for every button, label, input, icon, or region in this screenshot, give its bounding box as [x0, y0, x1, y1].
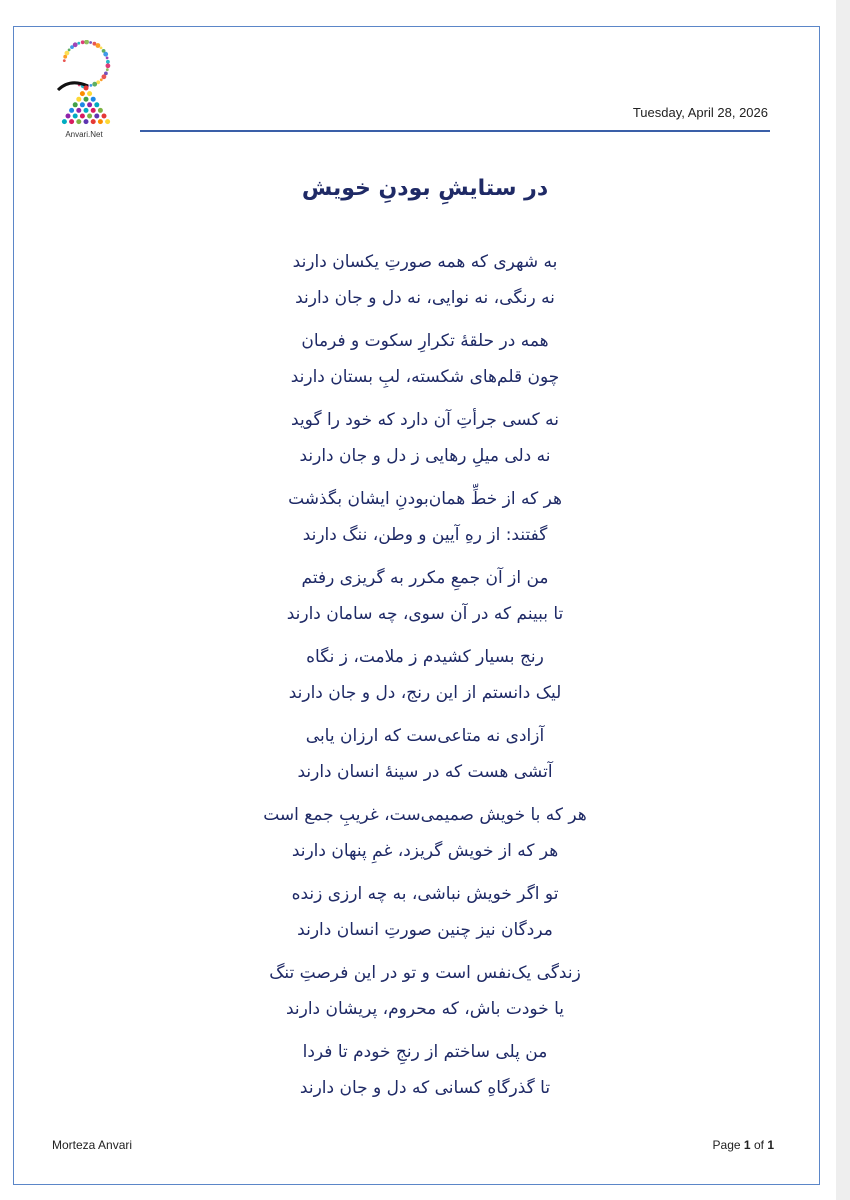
- verse-line: آزادی نه متاعی‌ست که ارزان یابی: [305, 726, 545, 746]
- anvari-logo-icon: [48, 40, 120, 130]
- poem-title: در ستایشِ بودنِ خویش: [301, 176, 549, 201]
- logo-caption: Anvari.Net: [65, 130, 103, 139]
- footer-author: Morteza Anvari: [52, 1138, 133, 1152]
- stanza: [150, 244, 700, 323]
- verse-line: یا خودت باش، که محروم، پریشان دارند: [285, 999, 565, 1019]
- verse-line: هر که با خویش صمیمی‌ست، غریبِ جمع است: [263, 805, 587, 825]
- verse-line: آتشی هست که در سینهٔ انسان دارند: [297, 762, 553, 782]
- stanza: [150, 560, 700, 639]
- page-label: Page: [712, 1138, 741, 1152]
- verse-line: لیک دانستم از این رنج، دل و جان دارند: [288, 683, 562, 703]
- verse-line: تو اگر خویش نباشی، به چه ارزی زنده: [291, 884, 559, 904]
- stanza: [150, 718, 700, 797]
- verse-line: نه رنگی، نه نوایی، نه دل و جان دارند: [295, 288, 555, 308]
- stanza: [150, 481, 700, 560]
- header-divider: [140, 130, 770, 132]
- page-total: 1: [767, 1138, 774, 1152]
- verse-line: تا ببینم که در آن سوی، چه سامان دارند: [286, 604, 564, 624]
- page-current: 1: [743, 1138, 751, 1152]
- verse-line: چون قلم‌های شکسته، لبِ بستان دارند: [290, 367, 560, 387]
- stanza: [150, 402, 700, 481]
- header-date: Tuesday, April 28, 2026: [632, 105, 768, 120]
- verse-line: من پلی ساختم از رنجِ خودم تا فردا: [302, 1042, 548, 1062]
- stanza: [150, 323, 700, 402]
- stanza: [150, 876, 700, 955]
- stanza: [150, 797, 700, 876]
- verse-line: زندگی یک‌نفس است و تو در این فرصتِ تنگ: [269, 963, 581, 983]
- stanza: [150, 1034, 700, 1113]
- verse-line: مردگان نیز چنین صورتِ انسان دارند: [297, 920, 553, 940]
- verse-line: نه کسی جرأتِ آن دارد که خود را گوید: [291, 410, 559, 430]
- verse-line: هر که از خویش گریزد، غمِ پنهان دارند: [291, 841, 559, 861]
- verse-line: تا گذرگاهِ کسانی که دل و جان دارند: [299, 1078, 551, 1098]
- verse-line: هر که از خطِّ همان‌بودنِ ایشان بگذشت: [288, 489, 562, 509]
- verse-line: من از آن جمعِ مکرر به گریزی رفتم: [301, 568, 549, 588]
- verse-line: رنج بسیار کشیدم ز ملامت، ز نگاه: [306, 647, 544, 667]
- verse-line: گفتند: از رهِ آیین و وطن، ننگ دارند: [302, 525, 548, 545]
- page-of: of: [753, 1138, 764, 1152]
- verse-line: به شهری که همه صورتِ یکسان دارند: [292, 252, 558, 272]
- stanza: [150, 639, 700, 718]
- verse-line: همه در حلقهٔ تکرارِ سکوت و فرمان: [301, 331, 549, 351]
- verse-line: نه دلی میلِ رهایی ز دل و جان دارند: [299, 446, 551, 466]
- poem-body: [150, 244, 700, 1113]
- footer-page-number: [660, 1138, 774, 1152]
- page-edge-shadow: [836, 0, 850, 1200]
- stanza: [150, 955, 700, 1034]
